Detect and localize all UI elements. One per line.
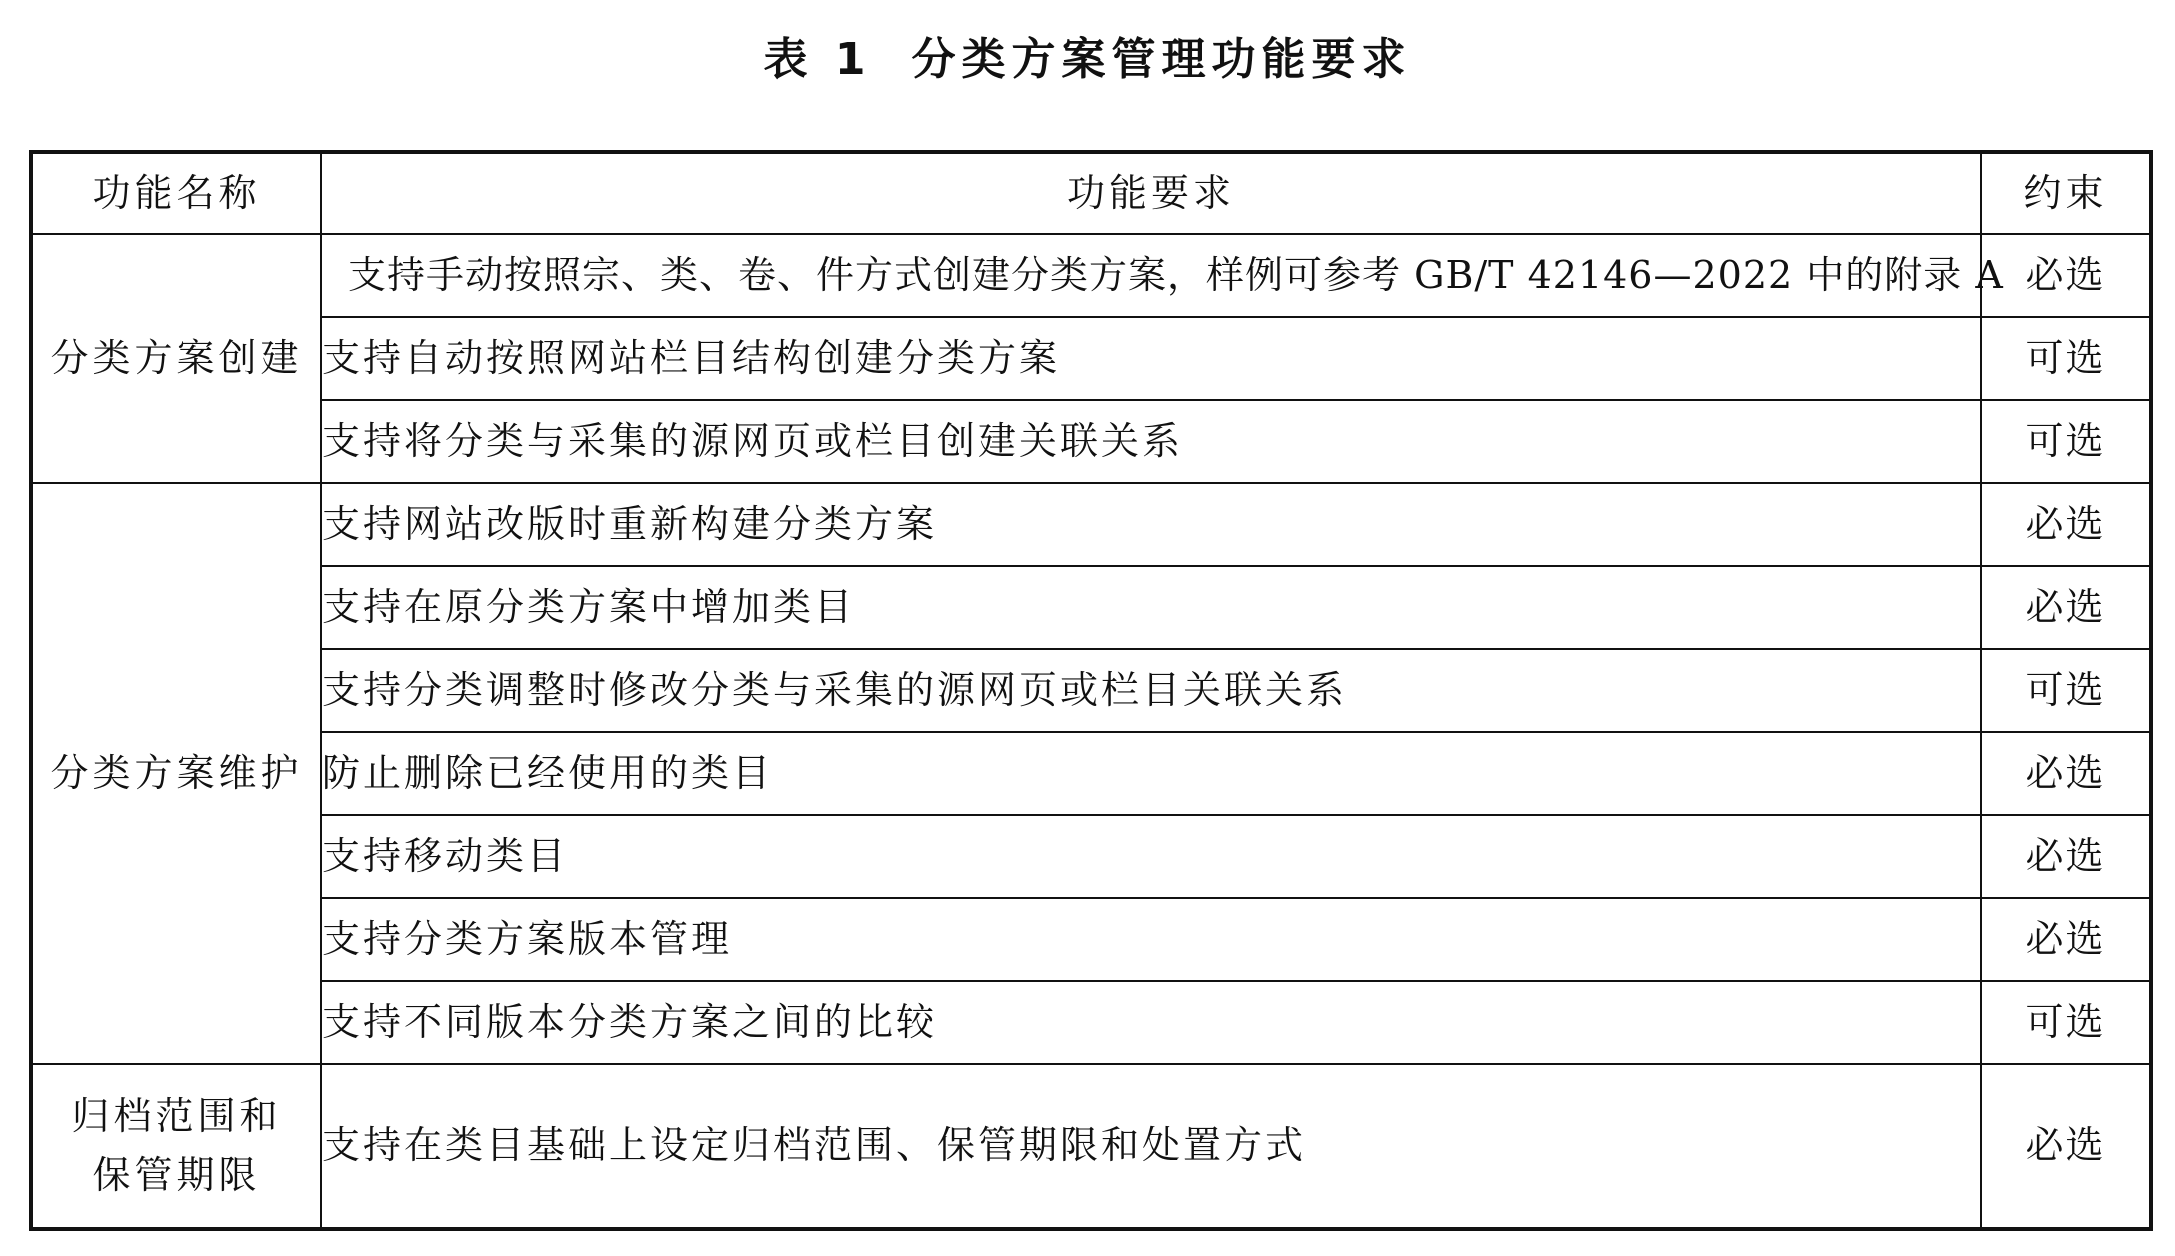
table-row [31,483,2151,566]
requirement-cell: 防止删除已经使用的类目 [321,732,1981,815]
requirement-cell: 支持网站改版时重新构建分类方案 [321,483,1981,566]
header-function-name: 功能名称 [31,152,321,234]
constraint-cell: 必选 [1981,898,2151,981]
requirement-cell: 支持在类目基础上设定归档范围、保管期限和处置方式 [321,1064,1981,1229]
constraint-cell: 必选 [1981,234,2151,317]
table-row [31,400,2151,483]
table-row [31,732,2151,815]
header-row [31,152,2151,234]
constraint-cell: 必选 [1981,732,2151,815]
header-constraint: 约束 [1981,152,2151,234]
header-function-requirement: 功能要求 [321,152,1981,234]
table-row [31,898,2151,981]
table-number: 表 1 [763,34,872,85]
table-row [31,317,2151,400]
requirement-cell: 支持自动按照网站栏目结构创建分类方案 [321,317,1981,400]
group-name-scheme-maintenance: 分类方案维护 [31,483,321,1064]
group-name-line-2: 保管期限 [92,1153,261,1197]
table-row [31,234,2151,317]
table-row [31,815,2151,898]
requirement-cell: 支持在原分类方案中增加类目 [321,566,1981,649]
constraint-cell: 必选 [1981,483,2151,566]
requirement-cell: 支持分类调整时修改分类与采集的源网页或栏目关联关系 [321,649,1981,732]
constraint-cell: 可选 [1981,981,2151,1064]
table-row [31,649,2151,732]
table-row [31,566,2151,649]
requirement-cell: 支持将分类与采集的源网页或栏目创建关联关系 [321,400,1981,483]
requirement-cell: 支持移动类目 [321,815,1981,898]
table-row [31,981,2151,1064]
constraint-cell: 可选 [1981,400,2151,483]
requirement-cell: 支持分类方案版本管理 [321,898,1981,981]
requirement-cell: 支持不同版本分类方案之间的比较 [321,981,1981,1064]
constraint-cell: 必选 [1981,1064,2151,1229]
requirements-table [29,150,2153,1231]
constraint-cell: 必选 [1981,566,2151,649]
group-name-line-1: 归档范围和 [71,1093,282,1138]
constraint-cell: 可选 [1981,317,2151,400]
table-caption [0,30,2175,90]
constraint-cell: 必选 [1981,815,2151,898]
table-row [31,1064,2151,1229]
group-name-scheme-creation: 分类方案创建 [31,234,321,483]
requirement-cell: 支持手动按照宗、类、卷、件方式创建分类方案，样例可参考 GB/T 42146—2022 中的附录 A [321,234,1981,317]
group-name-retention [31,1064,321,1229]
constraint-cell: 可选 [1981,649,2151,732]
table-title: 分类方案管理功能要求 [911,34,1412,85]
